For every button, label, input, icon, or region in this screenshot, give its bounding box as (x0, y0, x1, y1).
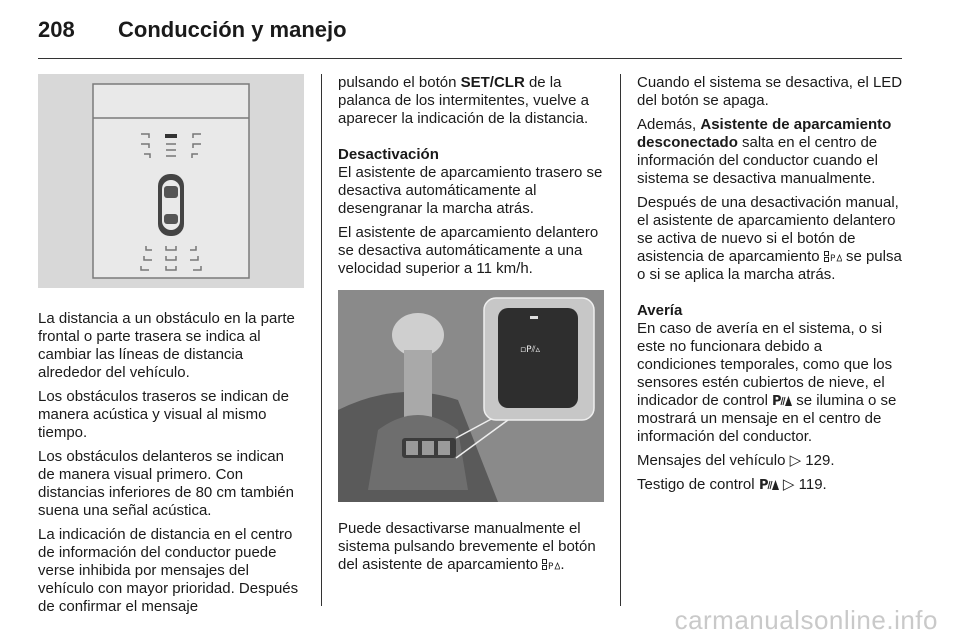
column-2 (338, 74, 604, 580)
svg-text:P: P (772, 394, 782, 407)
page-reference-link[interactable]: 129. (805, 452, 835, 469)
col2-paragraph-3: El asistente de aparcamiento delantero se desactiva automáticamente a una velocidad superior a 11 km/h. (338, 224, 599, 277)
chapter-title: Conducción y manejo (118, 17, 347, 42)
col3-paragraph-1: Cuando el sistema se desactiva, el LED del botón se apaga. (637, 74, 903, 109)
disconnected-message-label: Asistente de aparcamiento desconectado (637, 116, 892, 151)
parking-distance-display-illustration (38, 74, 304, 288)
watermark: carmanualsonline.info (674, 605, 938, 635)
page-header (38, 10, 347, 50)
page-reference-link[interactable]: 119. (798, 476, 827, 493)
col3-paragraph-6: Testigo de control P ▷ 119. (637, 476, 827, 493)
column-3 (637, 74, 903, 500)
col2-paragraph-2: El asistente de aparcamiento trasero se desactiva automáticamente al desengranar la marcha atrás. (338, 164, 603, 217)
page-ref-arrow-icon: ▷ (778, 476, 799, 493)
park-assist-button-icon (542, 559, 560, 571)
svg-text:P: P (548, 562, 554, 571)
col3-paragraph-4: En caso de avería en el sistema, o si este no funcionara debido a condiciones temporales, como que los sensores estén cubiertos de nieve, el indicador de control P se ilumina o se mostrará un mensaje en el centro de información del conductor. (637, 320, 897, 445)
heading-fault: Avería (637, 302, 683, 319)
page-number: 208 (38, 17, 75, 42)
parking-display-figure (38, 74, 304, 288)
column-1 (38, 74, 304, 622)
col1-paragraph-2: Los obstáculos traseros se indican de manera acústica y visual al mismo tiempo. (38, 388, 289, 441)
col3-paragraph-2: Además, Asistente de aparcamiento desconectado salta en el centro de información del conductor cuando el sistema se desactiva manualmente. (637, 116, 892, 187)
col1-paragraph-4: La indicación de distancia en el centro de información del conductor puede verse inhibida por mensajes del vehículo con mayor prioridad. Después de confirmar el mensaje (38, 526, 299, 615)
col1-paragraph-1: La distancia a un obstáculo en la parte frontal o parte trasera se indica al cambiar las líneas de distancia alrededor del vehículo. (38, 310, 295, 381)
col2-paragraph-1: pulsando el botón SET/CLR de la palanca de los intermitentes, vuelve a aparecer la indicación de la distancia. (338, 74, 589, 127)
console-button-photo (338, 290, 604, 502)
svg-text:P: P (758, 478, 769, 491)
col3-paragraph-3: Después de una desactivación manual, el asistente de aparcamiento delantero se activa de nuevo si el botón de asistencia de aparcamiento P se pulsa o si se aplica la marcha atrás. (637, 194, 902, 283)
column-divider-1 (321, 74, 322, 606)
col1-paragraph-3: Los obstáculos delanteros se indican de manera visual primero. Con distancias inferiores de 80 cm también suena una señal acústica. (38, 448, 294, 519)
header-rule (38, 58, 902, 59)
car-icon (158, 174, 184, 236)
park-assist-button-icon (824, 251, 842, 263)
col3-paragraph-5: Mensajes del vehículo ▷ 129. (637, 452, 835, 469)
park-assist-warning-icon (759, 477, 779, 491)
page-ref-arrow-icon: ▷ (789, 452, 806, 469)
park-assist-warning-icon (772, 393, 792, 407)
column-divider-2 (620, 74, 621, 606)
button-location-figure (338, 290, 604, 502)
col2-paragraph-4: Puede desactivarse manualmente el sistema pulsando brevemente el botón del asistente de aparcamiento P . (338, 520, 596, 573)
svg-text:▫P⫽▵: ▫P⫽▵ (520, 345, 541, 355)
svg-text:P: P (829, 254, 836, 263)
set-clr-label: SET/CLR (460, 74, 525, 91)
heading-deactivation: Desactivación (338, 146, 439, 163)
